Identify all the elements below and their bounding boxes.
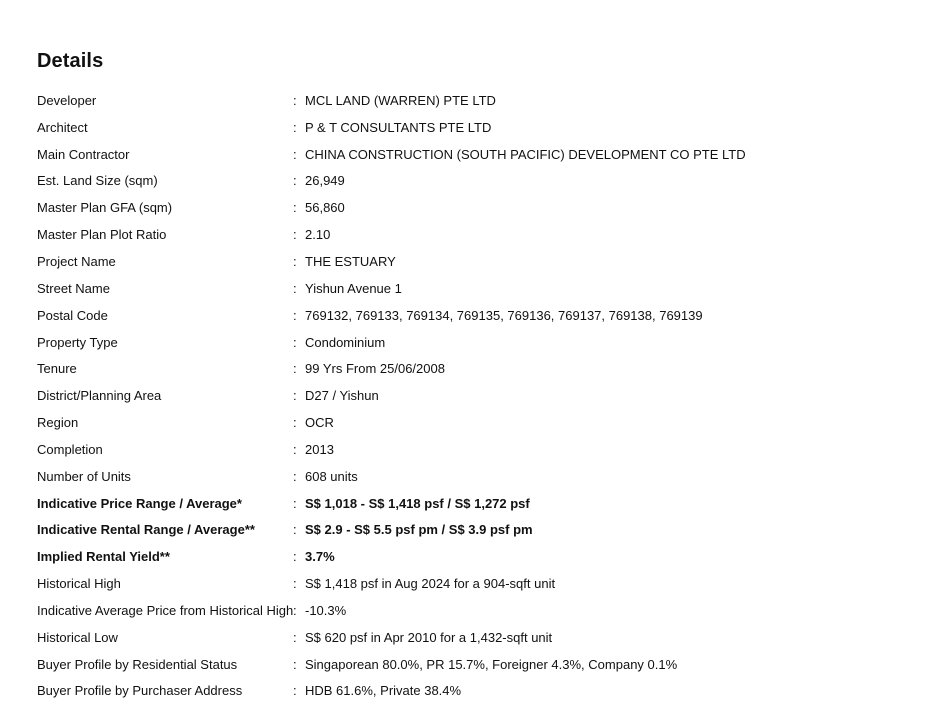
details-list: [37, 87, 917, 704]
detail-label: Completion: [37, 441, 103, 457]
detail-separator: :: [293, 522, 297, 538]
detail-label: Architect: [37, 119, 88, 135]
detail-row: [37, 141, 917, 168]
detail-value: 26,949: [305, 173, 345, 189]
detail-label: Tenure: [37, 361, 77, 377]
detail-label: Implied Rental Yield**: [37, 549, 170, 565]
detail-value: Condominium: [305, 334, 386, 350]
detail-separator: :: [293, 92, 297, 108]
detail-row: [37, 248, 917, 275]
detail-row: [37, 409, 917, 436]
detail-value: THE ESTUARY: [305, 253, 396, 269]
detail-label: Historical High: [37, 576, 121, 592]
detail-row: [37, 382, 917, 409]
detail-row: [37, 221, 917, 248]
detail-row: [37, 194, 917, 221]
detail-label: Developer: [37, 92, 97, 108]
detail-separator: :: [293, 307, 297, 323]
detail-label: Postal Code: [37, 307, 108, 323]
detail-separator: :: [293, 576, 297, 592]
detail-label: District/Planning Area: [37, 388, 162, 404]
detail-separator: :: [293, 656, 297, 672]
detail-label: Master Plan GFA (sqm): [37, 200, 173, 216]
detail-value: 608 units: [305, 468, 358, 484]
detail-label: Number of Units: [37, 468, 131, 484]
detail-row: [37, 436, 917, 463]
detail-label: Main Contractor: [37, 146, 130, 162]
detail-separator: :: [293, 629, 297, 645]
detail-separator: :: [293, 334, 297, 350]
detail-value: HDB 61.6%, Private 38.4%: [305, 683, 462, 699]
detail-label: Indicative Rental Range / Average**: [37, 522, 255, 538]
detail-separator: :: [293, 227, 297, 243]
detail-value: S$ 1,418 psf in Aug 2024 for a 904-sqft unit: [305, 576, 556, 592]
detail-value: S$ 620 psf in Apr 2010 for a 1,432-sqft unit: [305, 629, 553, 645]
detail-row: [37, 517, 917, 544]
detail-row: [37, 624, 917, 651]
detail-separator: :: [293, 146, 297, 162]
detail-label: Est. Land Size (sqm): [37, 173, 158, 189]
detail-label: Buyer Profile by Residential Status: [37, 656, 238, 672]
detail-separator: :: [293, 253, 297, 269]
detail-row: [37, 275, 917, 302]
detail-row: [37, 490, 917, 517]
detail-value: -10.3%: [305, 602, 347, 618]
section-title: Details: [37, 50, 104, 72]
detail-value: MCL LAND (WARREN) PTE LTD: [305, 92, 496, 108]
detail-label: Region: [37, 415, 79, 431]
detail-value: P & T CONSULTANTS PTE LTD: [305, 119, 492, 135]
detail-separator: :: [293, 280, 297, 296]
detail-separator: :: [293, 468, 297, 484]
detail-row: [37, 651, 917, 678]
detail-row: [37, 168, 917, 195]
detail-row: [37, 302, 917, 329]
detail-value: Singaporean 80.0%, PR 15.7%, Foreigner 4.3%, Company 0.1%: [305, 656, 678, 672]
detail-row: [37, 329, 917, 356]
detail-separator: :: [293, 549, 297, 565]
detail-row: [37, 570, 917, 597]
detail-separator: :: [293, 388, 297, 404]
detail-value: S$ 2.9 - S$ 5.5 psf pm / S$ 3.9 psf pm: [305, 522, 533, 538]
detail-row: [37, 678, 917, 705]
detail-row: [37, 87, 917, 114]
detail-value: 3.7%: [305, 549, 335, 565]
detail-label: Indicative Average Price from Historical High: [37, 602, 294, 618]
detail-separator: :: [293, 200, 297, 216]
detail-label: Property Type: [37, 334, 118, 350]
detail-label: Master Plan Plot Ratio: [37, 227, 167, 243]
detail-value: 2.10: [305, 227, 331, 243]
detail-label: Buyer Profile by Purchaser Address: [37, 683, 243, 699]
detail-row: [37, 114, 917, 141]
detail-separator: :: [293, 173, 297, 189]
detail-separator: :: [293, 495, 297, 511]
detail-separator: :: [293, 602, 297, 618]
detail-value: 99 Yrs From 25/06/2008: [305, 361, 445, 377]
detail-row: [37, 355, 917, 382]
detail-label: Indicative Price Range / Average*: [37, 495, 242, 511]
detail-separator: :: [293, 361, 297, 377]
detail-separator: :: [293, 415, 297, 431]
detail-value: S$ 1,018 - S$ 1,418 psf / S$ 1,272 psf: [305, 495, 530, 511]
detail-row: [37, 463, 917, 490]
detail-value: 769132, 769133, 769134, 769135, 769136, 769137, 769138, 769139: [305, 307, 703, 323]
detail-label: Street Name: [37, 280, 110, 296]
detail-separator: :: [293, 441, 297, 457]
detail-separator: :: [293, 119, 297, 135]
detail-label: Project Name: [37, 253, 116, 269]
detail-value: D27 / Yishun: [305, 388, 379, 404]
detail-label: Historical Low: [37, 629, 118, 645]
detail-row: [37, 597, 917, 624]
detail-value: CHINA CONSTRUCTION (SOUTH PACIFIC) DEVELOPMENT CO PTE LTD: [305, 146, 746, 162]
detail-separator: :: [293, 683, 297, 699]
detail-value: Yishun Avenue 1: [305, 280, 402, 296]
detail-value: 56,860: [305, 200, 345, 216]
detail-value: 2013: [305, 441, 334, 457]
detail-row: [37, 543, 917, 570]
detail-value: OCR: [305, 415, 334, 431]
